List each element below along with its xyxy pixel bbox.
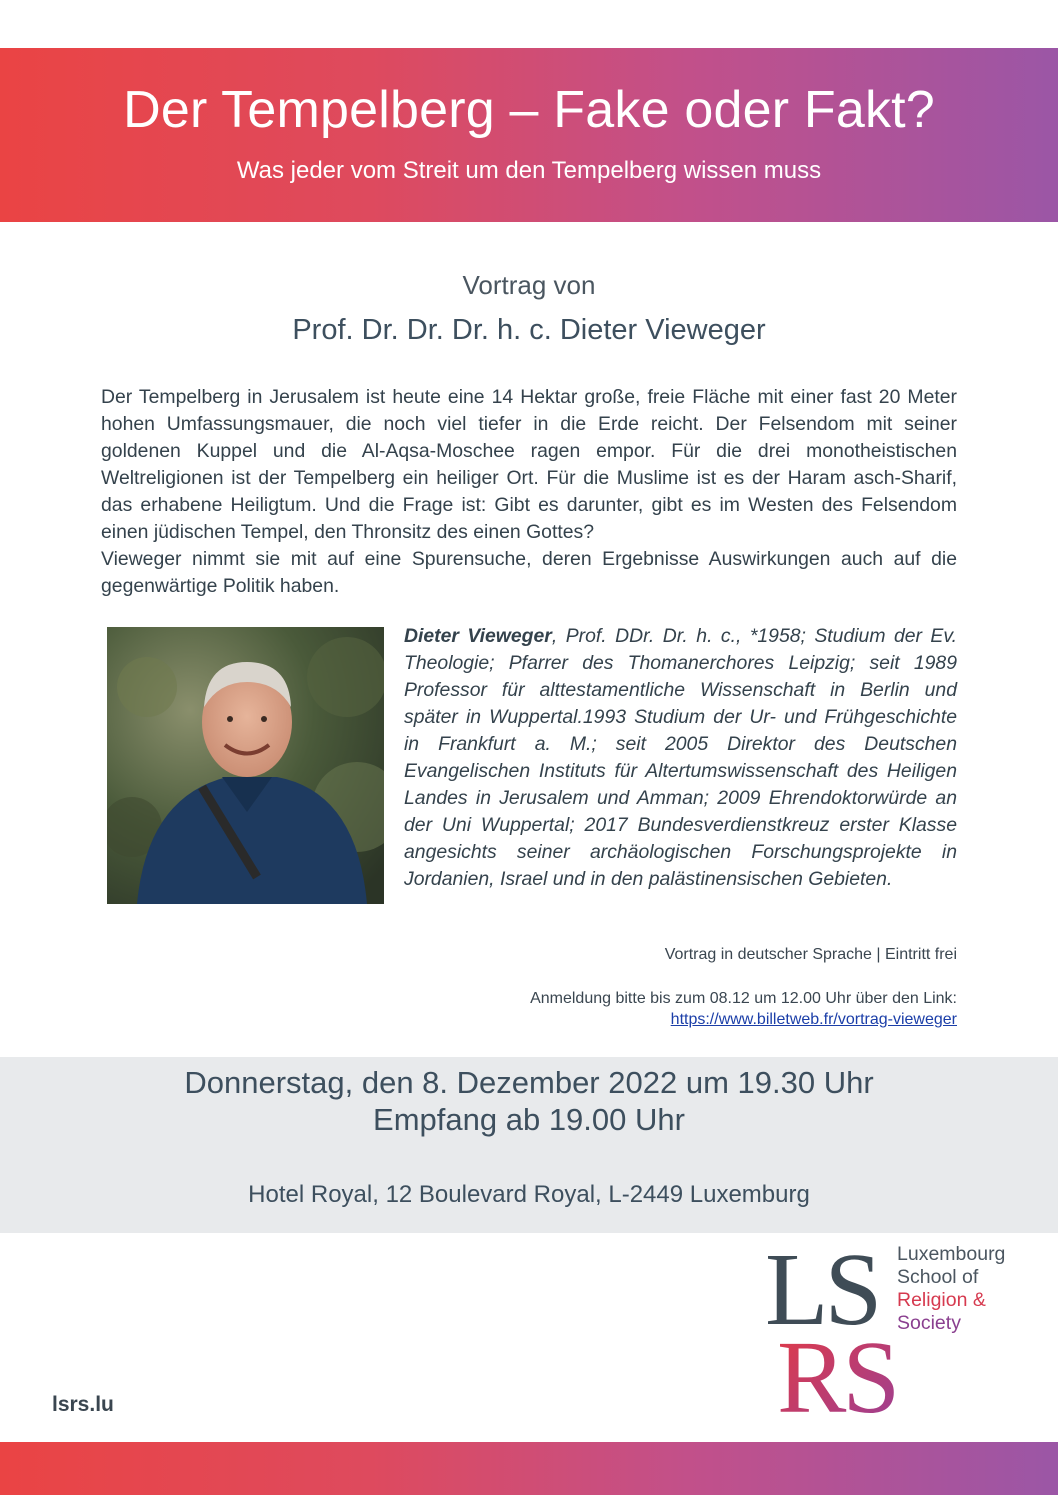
- speaker-bio: [404, 623, 957, 893]
- poster-title: Der Tempelberg – Fake oder Fakt?: [123, 81, 935, 139]
- event-venue: Hotel Royal, 12 Boulevard Royal, L-2449 Luxemburg: [248, 1181, 810, 1208]
- talk-by-label: Vortrag von: [462, 270, 596, 300]
- bio-name: Dieter Vieweger: [404, 625, 552, 647]
- abstract-paragraph: Vieweger nimmt sie mit auf eine Spurensuche, deren Ergebnisse Auswirkungen auch auf die gegenwärtige Politik haben.: [101, 548, 957, 597]
- logo-letters-bottom: RS: [777, 1320, 897, 1422]
- footer-gradient-bar: [0, 1442, 1058, 1495]
- abstract-paragraph: Der Tempelberg in Jerusalem ist heute eine 14 Hektar große, freie Fläche mit einer fast 20 Meter hohen Umfassungsmauer, die noch viel tiefer in die Erde reicht. Der Felsendom mit seiner goldenen Kuppel und die Al-Aqsa-Moschee ragen empor. Für die drei monotheistischen Weltreligionen ist der Tempelberg ein heiliger Ort. Für die Muslime ist es der Haram asch-Sharif, das erhabene Heiligtum. Und die Frage ist: Gibt es darunter, gibt es im Westen des Felsendom einen jüdischen Tempel, den Thronsitz des einen Gottes?: [101, 386, 957, 543]
- speaker-name: Prof. Dr. Dr. Dr. h. c. Dieter Vieweger: [292, 314, 766, 346]
- logo-line: [897, 1289, 1005, 1312]
- logo-letters-top: LS: [765, 1242, 879, 1347]
- registration-note: [404, 988, 957, 1030]
- registration-link[interactable]: https://www.billetweb.fr/vortrag-vieweger: [670, 1011, 957, 1028]
- logo-word-religion: Religion: [897, 1289, 968, 1311]
- header-banner: [0, 48, 1058, 222]
- logo-line: Luxembourg: [897, 1243, 1006, 1265]
- registration-text: Anmeldung bitte bis zum 08.12 um 12.00 Uhr über den Link:: [530, 990, 957, 1007]
- logo-line: Society: [897, 1312, 961, 1334]
- logo-line: School of: [897, 1266, 979, 1288]
- speaker-photo: [107, 627, 384, 904]
- event-details-band: [0, 1057, 1058, 1233]
- bio-text: , Prof. DDr. Dr. h. c., *1958; Studium der Ev. Theologie; Pfarrer des Thomanerchores Leipzig; seit 1989 Professor für alttestamentliche Wissenschaft in Berlin und später in Wuppertal.1993 Studium der Ur- und Frühgeschichte in Frankfurt a. M.; seit 2005 Direktor des Deutschen Evangelischen Instituts für Altertumswissenschaft des Heiligen Landes in Jerusalem und Amman; 2009 Ehrendoktorwürde an der Uni Wuppertal; 2017 Bundesverdienstkreuz erster Klasse angesichts seiner archäologischen Forschungsprojekte in Jordanien, Israel und in den palästinensischen Gebieten.: [404, 625, 958, 890]
- poster-subtitle: Was jeder vom Streit um den Tempelberg wissen muss: [236, 157, 822, 184]
- abstract: [101, 384, 957, 600]
- event-date: Donnerstag, den 8. Dezember 2022 um 19.30 Uhr: [184, 1065, 874, 1100]
- website-label: lsrs.lu: [52, 1393, 114, 1416]
- language-entry-note: Vortrag in deutscher Sprache | Eintritt frei: [664, 946, 957, 963]
- logo-ampersand: &: [967, 1289, 986, 1311]
- event-reception: Empfang ab 19.00 Uhr: [373, 1102, 685, 1137]
- logo-wordmark: [897, 1243, 1005, 1335]
